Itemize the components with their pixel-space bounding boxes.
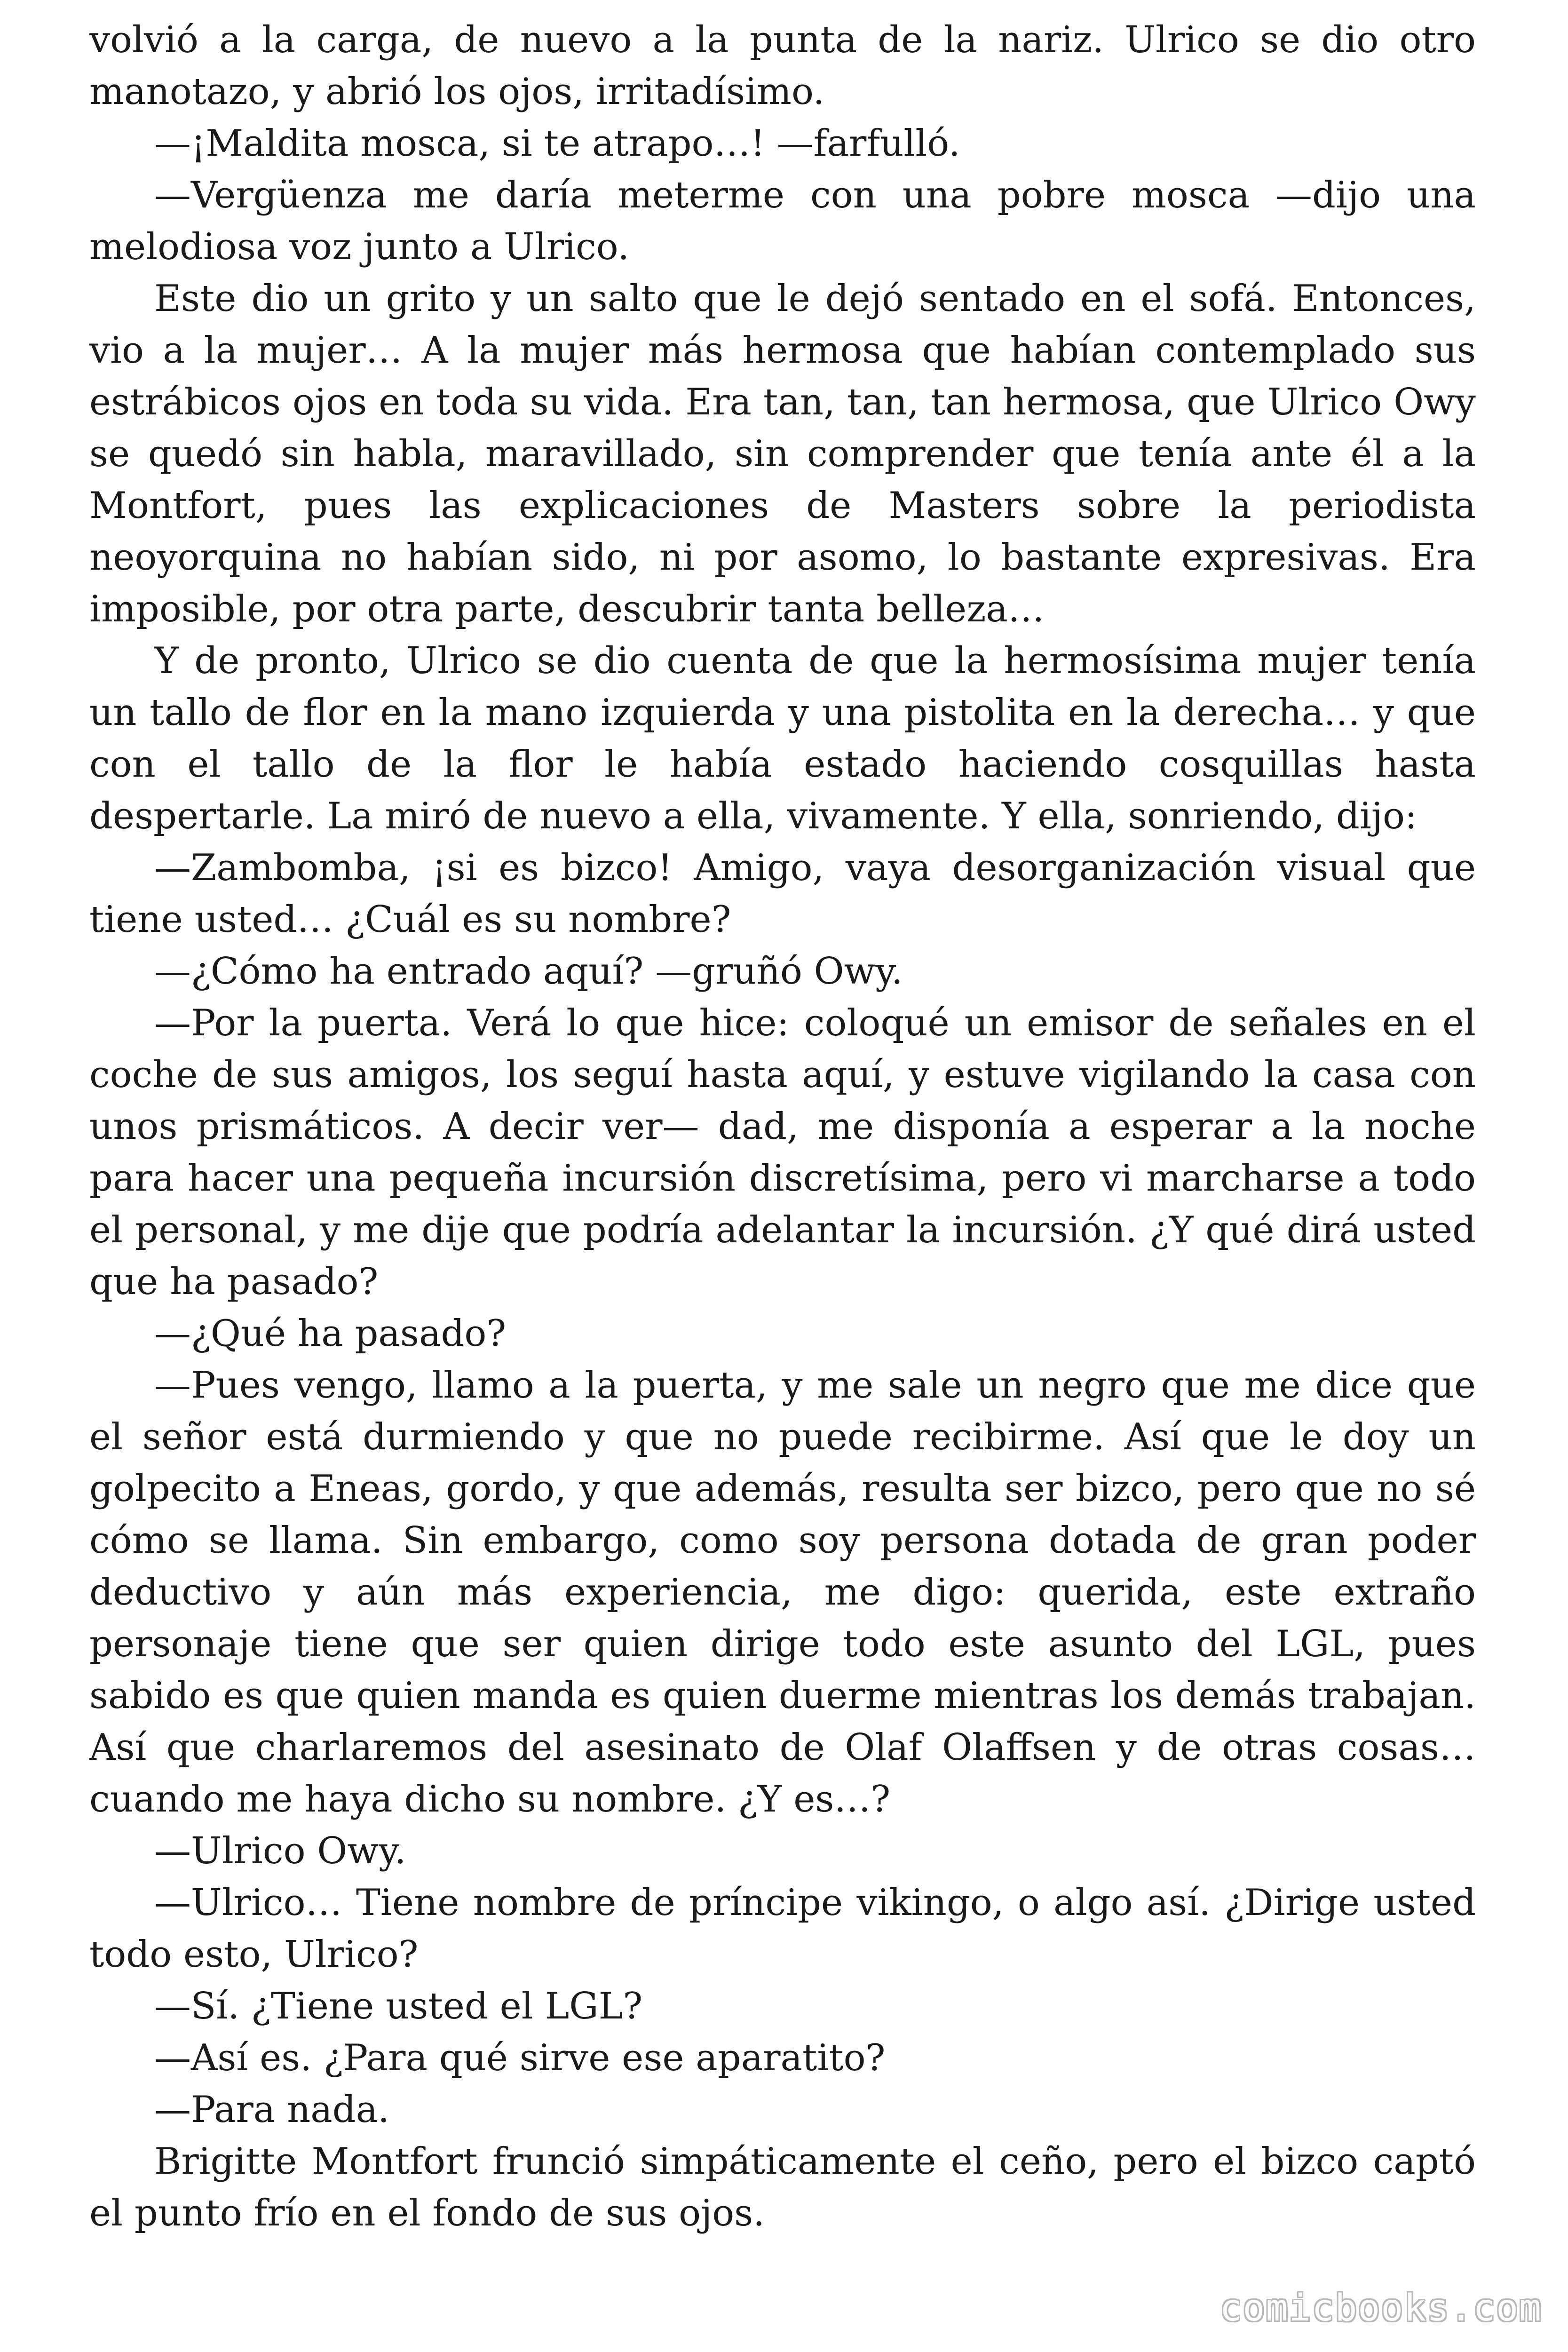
dialogue-paragraph: —¿Qué ha pasado?: [154, 1312, 507, 1355]
dialogue-paragraph: —Ulrico Owy.: [154, 1830, 406, 1872]
dialogue-paragraph: —Por la puerta. Verá lo que hice: coloqué un emisor de señales en el coche de sus amigos, los seguí hasta aquí, y estuve vigilando la casa con unos prismáticos. A decir ver— dad, me disponía a esperar a la noche para hacer una pequeña incursión discretísima, pero vi marcharse a todo el personal, y me dije que podría adelantar la incursión. ¿Y qué dirá usted que ha pasado?: [89, 1002, 1476, 1303]
watermark-text: comicbooks.com: [1220, 2287, 1542, 2329]
narrative-paragraph: Y de pronto, Ulrico se dio cuenta de que la hermosísima mujer tenía un tallo de flor en la mano izquierda y una pistolita en la derecha… y que con el tallo de la flor le había estado haciendo cosquillas hasta despertarle. La miró de nuevo a ella, vivamente. Y ella, sonriendo, dijo:: [89, 640, 1476, 837]
dialogue-paragraph: —Para nada.: [154, 2089, 390, 2131]
dialogue-paragraph: —Pues vengo, llamo a la puerta, y me sale un negro que me dice que el señor está durmiendo y que no puede recibirme. Así que le doy un golpecito a Eneas, gordo, y que además, resulta ser bizco, pero que no sé cómo se llama. Sin embargo, como soy persona dotada de gran poder deductivo y aún más experiencia, me digo: querida, este extraño personaje tiene que ser quien dirige todo este asunto del LGL, pues sabido es que quien manda es quien duerme mientras los demás trabajan. Así que charlaremos del asesinato de Olaf Olaffsen y de otras cosas… cuando me haya dicho su nombre. ¿Y es…?: [89, 1364, 1476, 1820]
dialogue-paragraph: —Vergüenza me daría meterme con una pobre mosca —dijo una melodiosa voz junto a Ulrico.: [89, 174, 1476, 268]
dialogue-paragraph: —¡Maldita mosca, si te atrapo…! —farfulló.: [154, 122, 960, 165]
dialogue-paragraph: —¿Cómo ha entrado aquí? —gruñó Owy.: [154, 950, 903, 993]
narrative-paragraph: Brigitte Montfort frunció simpáticamente el ceño, pero el bizco captó el punto frío en el fondo de sus ojos.: [89, 2140, 1476, 2234]
paragraph-continuation: volvió a la carga, de nuevo a la punta de la nariz. Ulrico se dio otro manotazo, y abrió los ojos, irritadísimo.: [89, 19, 1476, 113]
dialogue-paragraph: —Zambomba, ¡si es bizco! Amigo, vaya desorganización visual que tiene usted… ¿Cuál es su nombre?: [89, 847, 1476, 941]
dialogue-paragraph: —Ulrico… Tiene nombre de príncipe vikingo, o algo así. ¿Dirige usted todo esto, Ulrico?: [89, 1882, 1476, 1976]
dialogue-paragraph: —Así es. ¿Para qué sirve ese aparatito?: [154, 2037, 886, 2079]
dialogue-paragraph: —Sí. ¿Tiene usted el LGL?: [154, 1985, 643, 2027]
narrative-paragraph: Este dio un grito y un salto que le dejó sentado en el sofá. Entonces, vio a la mujer… A la mujer más hermosa que habían contemplado sus estrábicos ojos en toda su vida. Era tan, tan, tan hermosa, que Ulrico Owy se quedó sin habla, maravillado, sin comprender que tenía ante él a la Montfort, pues las explicaciones de Masters sobre la periodista neoyorquina no habían sido, ni por asomo, lo bastante expresivas. Era imposible, por otra parte, descubrir tanta belleza…: [89, 278, 1476, 630]
book-page: [89, 14, 1476, 2310]
